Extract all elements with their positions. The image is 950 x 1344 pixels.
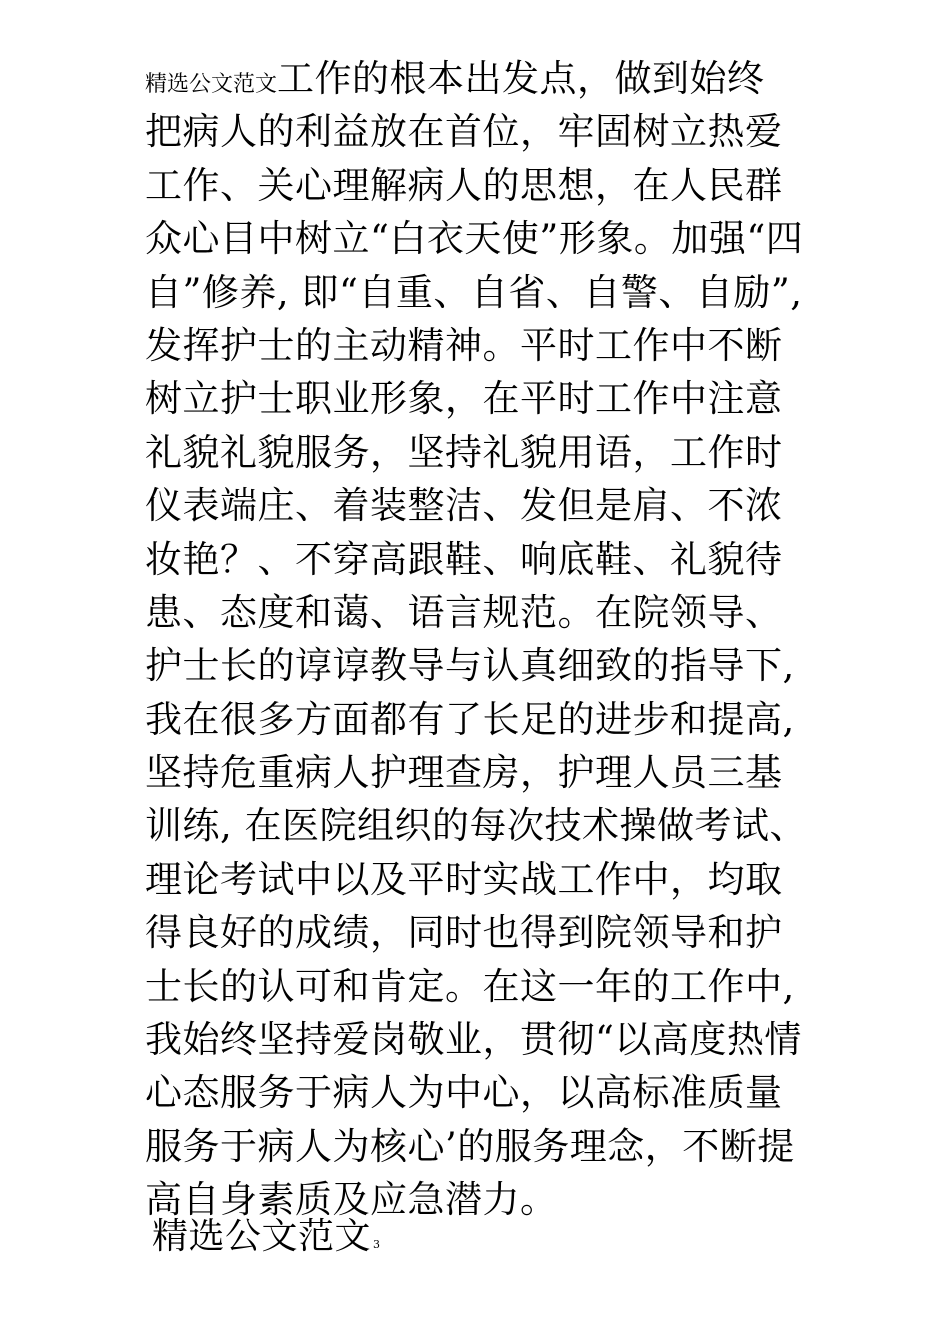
paragraph-line: 服务于病人为核心’的服务理念，不断提: [145, 1124, 795, 1168]
paragraph-line: 我始终坚持爱岗敬业，贯彻“以高度热情: [145, 1018, 802, 1062]
paragraph-line: [145, 52, 825, 105]
paragraph-line: 树立护士职业形象，在平时工作中注意: [145, 377, 783, 421]
paragraph-line: 理论考试中以及平时实战工作中，均取: [145, 857, 783, 901]
paragraph-lines: [145, 105, 825, 1226]
paragraph-line: 把病人的利益放在首位，牢固树立热爱: [145, 110, 783, 154]
paragraph-line: 得良好的成绩，同时也得到院领导和护: [145, 911, 783, 955]
paragraph-line: 仪表端庄、着装整洁、发但是肩、不浓: [145, 484, 783, 528]
paragraph-line: 自”修养, 即“自重、自省、自警、自励”,: [145, 270, 803, 314]
paragraph-line: 工作、关心理解病人的思想，在人民群: [145, 163, 783, 207]
page-number: 3: [373, 1238, 381, 1251]
paragraph-line: 发挥护士的主动精神。平时工作中不断: [145, 323, 783, 367]
paragraph-line: 患、态度和蔼、语言规范。在院领导、: [145, 590, 783, 634]
paragraph-line: 坚持危重病人护理查房，护理人员三基: [145, 751, 783, 795]
paragraph-line-text: 工作的根本出发点，做到始终: [277, 57, 765, 100]
paragraph-line: 士长的认可和肯定。在这一年的工作中,: [145, 964, 795, 1008]
paragraph-line: 高自身素质及应急潜力。: [145, 1178, 558, 1222]
paragraph-line: 心态服务于病人为中心，以高标准质量: [145, 1071, 783, 1115]
page-footer: [152, 1208, 380, 1259]
footer-label: 精选公文范文: [152, 1216, 372, 1257]
paragraph-line: 我在很多方面都有了长足的进步和提高,: [145, 697, 795, 741]
paragraph-line: 妆艳？、不穿高跟鞋、响底鞋、礼貌待: [145, 537, 783, 581]
paragraph-line: 礼貌礼貌服务，坚持礼貌用语，工作时: [145, 430, 783, 474]
body-paragraph: [145, 52, 825, 1227]
header-label: 精选公文范文: [145, 72, 278, 97]
paragraph-line: 护士长的谆谆教导与认真细致的指导下,: [145, 644, 795, 688]
paragraph-line: 训练, 在医院组织的每次技术操做考试、: [145, 804, 808, 848]
paragraph-line: 众心目中树立“白衣天使”形象。加强“四: [145, 217, 804, 261]
